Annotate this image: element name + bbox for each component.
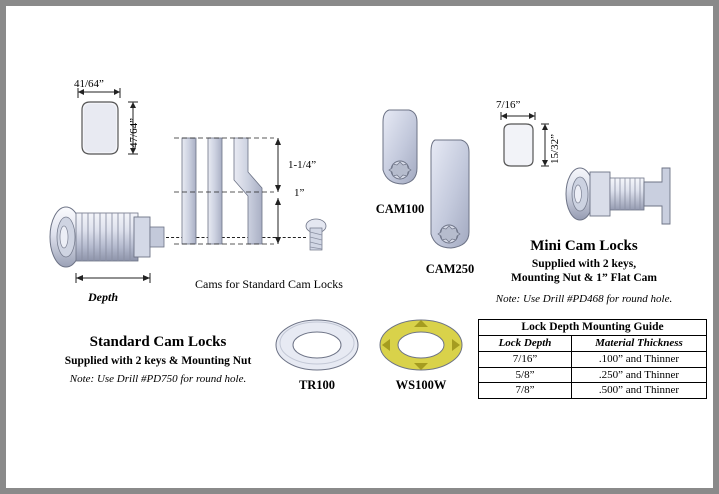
cam-screw — [302, 216, 332, 256]
standard-cams-drawing — [174, 106, 309, 271]
standard-cam-lock-body — [42, 191, 172, 296]
cell-material-thickness: .250” and Thinner — [572, 367, 707, 383]
standard-cam-locks-note: Note: Use Drill #PD750 for round hole. — [69, 373, 247, 385]
table-row — [479, 351, 707, 367]
dim-standard-height: 47/64” — [128, 118, 140, 148]
tr100-washer-drawing — [274, 316, 360, 374]
table-row — [479, 367, 707, 383]
mini-cam-locks-title: Mini Cam Locks — [530, 238, 638, 254]
cam250-drawing — [421, 136, 481, 256]
table-row — [479, 383, 707, 399]
mini-cam-locks-subtitle-2: Mounting Nut & 1” Flat Cam — [511, 272, 657, 284]
label-depth: Depth — [88, 290, 118, 304]
dim-cam-length-1: 1” — [294, 187, 305, 199]
mini-cam-locks-subtitle-1: Supplied with 2 keys, — [531, 258, 637, 270]
label-tr100: TR100 — [298, 378, 336, 392]
table-col-material-thickness: Material Thickness — [572, 336, 707, 352]
standard-cam-locks-title: Standard Cam Locks — [89, 334, 227, 350]
mini-cam-locks-note: Note: Use Drill #PD468 for round hole. — [495, 293, 673, 305]
label-cam250: CAM250 — [425, 262, 475, 276]
caption-cams-standard: Cams for Standard Cam Locks — [195, 277, 343, 291]
cell-lock-depth: 5/8” — [479, 367, 572, 383]
standard-cam-locks-subtitle: Supplied with 2 keys & Mounting Nut — [64, 355, 252, 367]
label-cam100: CAM100 — [375, 202, 425, 216]
table-title: Lock Depth Mounting Guide — [479, 320, 707, 336]
label-ws100w: WS100W — [395, 378, 447, 392]
cell-lock-depth: 7/8” — [479, 383, 572, 399]
lock-depth-mounting-guide-table — [478, 319, 707, 399]
cell-material-thickness: .500” and Thinner — [572, 383, 707, 399]
table-col-lock-depth: Lock Depth — [479, 336, 572, 352]
dim-mini-height: 15/32” — [549, 134, 561, 164]
ws100w-washer-drawing — [378, 316, 464, 374]
dim-standard-width: 41/64” — [74, 78, 104, 90]
dim-mini-width: 7/16” — [496, 99, 521, 111]
cell-material-thickness: .100” and Thinner — [572, 351, 707, 367]
cell-lock-depth: 7/16” — [479, 351, 572, 367]
dim-cam-length-1-1-4: 1-1/4” — [288, 159, 317, 171]
